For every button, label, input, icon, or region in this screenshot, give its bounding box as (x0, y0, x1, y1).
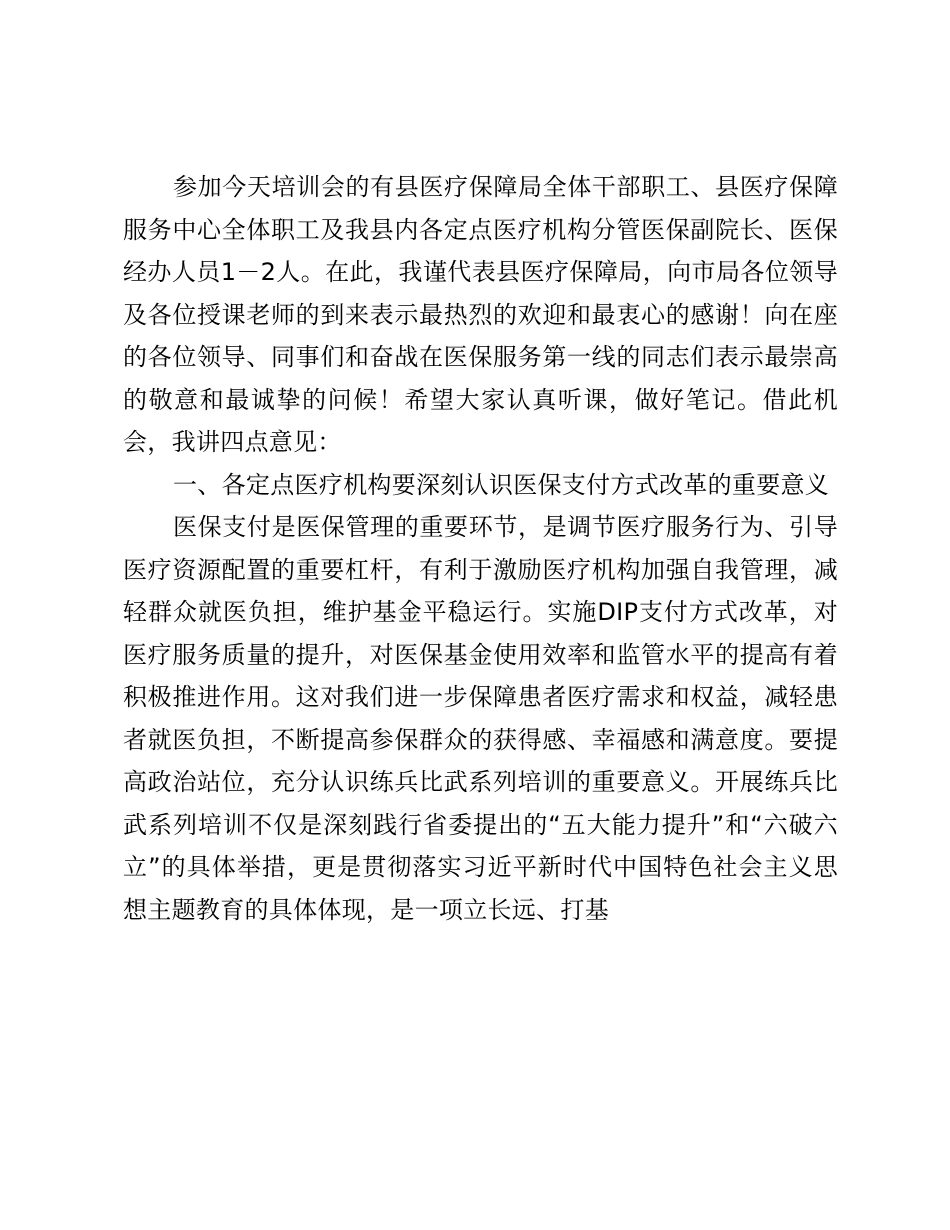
body-paragraph: 医保支付是医保管理的重要环节，是调节医疗服务行为、引导医疗资源配置的重要杠杆，有利于激励医疗机构加强自我管理，减轻群众就医负担，维护基金平稳运行。实施DIP支付方式改革，对医疗服务质量的提升，对医保基金使用效率和监管水平的提高有着积极推进作用。这对我们进一步保障患者医疗需求和权益，减轻患者就医负担，不断提高参保群众的获得感、幸福感和满意度。要提高政治站位，充分认识练兵比武系列培训的重要意义。开展练兵比武系列培训不仅是深刻践行省委提出的“五大能力提升”和“六破六立”的具体举措，更是贯彻落实习近平新时代中国特色社会主义思想主题教育的具体体现，是一项立长远、打基 (123, 513, 838, 924)
section-heading-1: 一、各定点医疗机构要深刻认识医保支付方式改革的重要意义 (173, 470, 830, 499)
opening-paragraph: 参加今天培训会的有县医疗保障局全体干部职工、县医疗保障服务中心全体职工及我县内各定点医疗机构分管医保副院长、医保经办人员1－2人。在此，我谨代表县医疗保障局，向市局各位领导及各位授课老师的到来表示最热烈的欢迎和最衷心的感谢！向在座的各位领导、同事们和奋战在医保服务第一线的同志们表示最崇高的敬意和最诚挚的问候！希望大家认真听课，做好笔记。借此机会，我讲四点意见： (123, 173, 838, 456)
document-body (123, 166, 838, 931)
